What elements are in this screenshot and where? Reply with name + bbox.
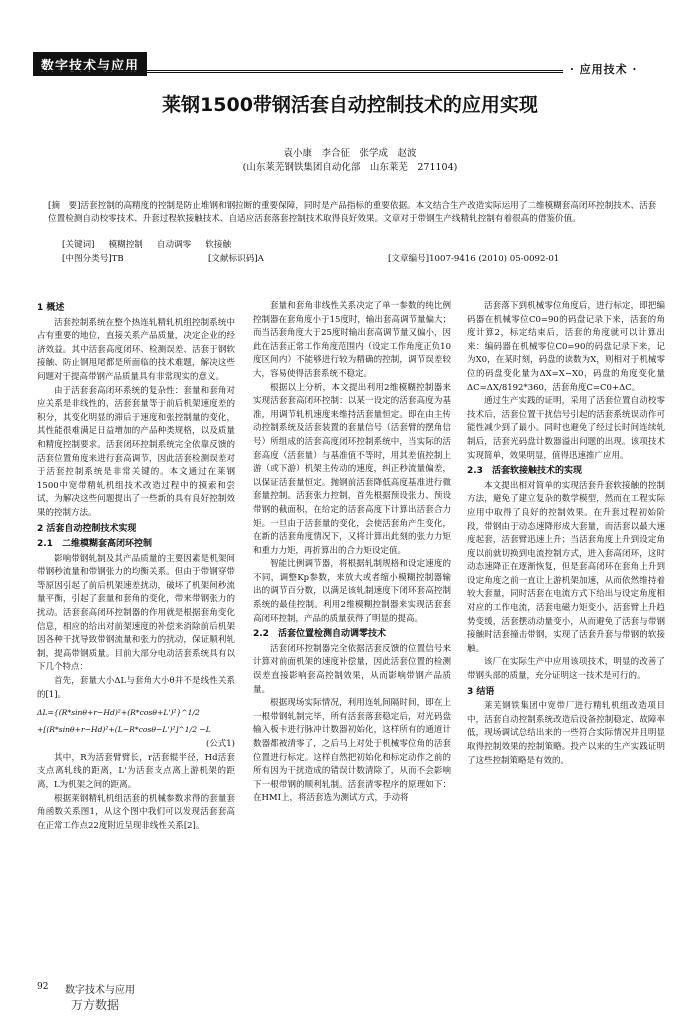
page-number: 92 [37,982,49,992]
authors: 袁小康 李合征 张学成 赵波 [283,148,417,159]
section-right-label: · 应用技术 · [570,63,638,76]
column-3 [467,300,665,768]
formula-number: (公式1) [205,739,235,750]
heading-2-1: 2.1 二维模糊套高闭环控制 [37,539,152,550]
article-title: 莱钢1500带钢活套自动控制技术的应用实现 [162,94,538,116]
keywords-label: [关键词] [62,240,95,250]
formula-line-2: +[(R*sinθ+r−Hd)²+(L−R*cosθ−L')²]^1/2 −L [37,725,211,735]
paragraph: 其中，R为活套臂臂长，r活套辊半径，Hd活套支点离轧线的距离，L'为活套支点离上游机架的距离，L为机架之间的距离。 [37,752,235,790]
paragraph: 影响带钢轧制及其产品质量的主要因素是机架间带钢秒流量和带钢张力的均衡关系。但由于带钢穿带等原因引起了前后机架速差扰动，破坏了机架间秒流量平衡，引起了套量和套角的变化，带来带钢张力的扰动。活套套高闭环控制器的作用就是根据套角变化信息，相应的给出对前架速度的补偿来消除前后机架因各种干扰导致带钢流量和张力的扰动，保证顺利轧制，提高带钢质量。目前大部分电动活套系统具有以下几个特点： [37,553,235,673]
header-rule [33,70,563,73]
doc-code: [文献标识码]A [208,254,264,264]
heading-intro: 1 概述 [37,303,65,313]
formula-line-1: ΔL={(R*sinθ+r−Hd)²+(R*cosθ+L')²}^1/2 [37,708,200,718]
keyword-item: 模糊控制 [108,240,143,250]
paragraph: 活套控制系统在整个热连轧精轧机组控制系统中占有重要的地位，直接关系产品质量，决定企业的经济效益。其中活套高度闭环、检测误差、活套于钢软接触、防止钢甩尾都是所面临的技术难题，解决这些问题对于提高带钢产品质量具有非常现实的意义。 [37,317,235,382]
column-1 [37,300,235,833]
paragraph: 本文提出相对简单的实现活套升套软接触的控制方法，避免了建立复杂的数学模型，然而在工程实际应用中取得了良好的控制效果。在升套过程初始阶段，带钢由于动态速降形成大套量，而活套以最大速度起套，活套臂迅速上升；当活套角度上升到设定角度以前就切换到电流控制方式，进入套高闭环，这时动态速降正在逐渐恢复，但是套高闭环在套角上升到设定角度之前一直让上游机架加速，从而依然维持着较大套量，同时活套在电流方式下给出与设定角度相对应的工作电流，活套电磁力矩变小，活套臂上升趋势变缓，活套摆动动量变小，从而避免了活套与带钢接触时活套撞击带钢，实现了活套升套与带钢的软接触。 [467,480,665,654]
classification-row [62,252,622,264]
keywords [62,238,245,250]
section-tag: 数字技术与应用 [33,52,147,76]
watermark: 万方数据 [71,998,120,1012]
paragraph: 根据现场实际情况，利用连轧间隔时间，即在上一根带钢轧制完毕，所有活套落套稳定后，对光码盘输入板卡进行脉冲计数器初始化，这样所有的通道计数器都被清零了，之后马上对处于机械零位角的活套位置进行标定。这样自然把初始化和标定动作之前的所有因为干扰造成的错误计数清除了，从而不会影响下一根带钢的顺利轧制。活套清零程序的原理如下：在HMI上，将活套选为测试方式，手动将 [253,698,451,804]
abstract: [摘 要]活套控制的高精度的控制是防止堆钢和钢拉断的重要保障，同时是产品指标的重要依据。本文结合生产改造实际运用了二维模糊套高闭环控制技术、活套位置检测自动校零技术、升套过程软接触技术、自适应活套落套控制技术取得良好效果。文章对于带钢生产线精轧控制有着很高的借鉴价值。 [48,201,657,224]
paragraph: 由于活套套高闭环系统的复杂性：套量和套角对应关系是非线性的，活套套量等于前后机架速度差的积分，其变化明显的滞后于速度和张控制量的变化，其性能很难满足日益增加的产品种类规格，以及质量和精度控制要求。活套闭环控制系统完全依靠反馈的活套位置角度来进行套高调节，因此活套检测误差对于活套控制系统是非常关键的。本文通过在莱钢1500中宽带精轧机组技术改造过程中的摸索和尝试，为解决这些问题提出了一些新的具有良好控制效果的控制方法。 [37,385,235,518]
paragraph: 套量和套角非线性关系决定了单一参数的纯比例控制器在套角度小于15度时，输出套高调节量偏大；而当活套角度大于25度时输出套高调节量又偏小，因此在活套正常工作角度范围内（设定工作角度正负10度区间内）不能够进行较为精确的控制，调节误差较大，容易使得活套系统不稳定。 [253,301,451,379]
paragraph: 通过生产实践的证明，采用了活套位置自动校零技术后，活套位置干扰信号引起的活套系统误动作可能性减少到了最小。同时也避免了经过长时间连续轧制后，活套光码盘计数器溢出问题的出现。该项技术实现简单，效果明显，值得迅速推广应用。 [467,396,665,461]
paragraph: 智能比例调节器，将根据轧制规格和设定速度的不同，调整Kp参数，来放大或者缩小模糊控制器输出的调节百分数，以满足该轧制速度下闭环套高控制系统的最佳控制。利用2维模糊控制器来实现活套套高闭环控制，产品的质量获得了明显的提高。 [253,559,451,624]
clc-code: [中图分类号]TB [62,254,124,264]
paragraph: 活套落下到机械零位角度后，进行标定，即把编码器在机械零位C0=90的码盘记录下来，活套的角度计算2，标定结束后，活套的角度就可以计算出来：编码器在机械零位C0=90的码盘记录下来，记为X0，在某时刻，码盘的读数为X，则相对于机械零位的码盘变化量为ΔX=X−X0，码盘的角度变化量ΔC=ΔX/8192*360，活套角度C=C0+ΔC。 [467,301,665,393]
heading-2-3: 2.3 活套软接触技术的实现 [467,466,582,477]
paragraph: 根据以上分析，本文提出利用2维模糊控制器来实现活套套高闭环控制：以某一设定的活套高度为基准，用调节轧机速度来维持活套量恒定。即在由主传动控制系统及活套装置的套量信号（活套臂的摆角信号）所组成的活套高度闭环控制系统中，当实际的活套高度（活套量）与基准值不等时，用其差值控制上游（或下游）机架主传动的速度，纠正秒流量偏差，以保证活套量恒定。抛钢前活套降低高度基准进行微套量控制。活套张力控制，首先根据预设张力、预设带钢的截面积，在给定的活套高度下计算出活套合力矩。一旦由于活套量的变化，会使活套角产生变化，在新的活套角度情况下，又将计算出此刻的张力力矩和重力力矩，再折算出的合力矩设定值。 [253,382,451,556]
heading-2-2: 2.2 活套位置检测自动调零技术 [253,629,386,640]
affiliation: (山东莱芜钢铁集团自动化部 山东莱芜 271104) [242,162,458,173]
paragraph: 莱芜钢铁集团中宽带厂进行精轧机组改造项目中，活套自动控制系统改造后设备控制稳定、故障率低，现场调试总结出来的一些符合实际情况并且明显取得控制效果的控制策略。投产以来的生产实践证明了这些控制策略是有效的。 [467,701,665,766]
journal-name: 数字技术与应用 [65,985,135,996]
keyword-item: 自动调零 [156,240,192,250]
keyword-item: 软接触 [205,240,232,250]
heading-section-2: 2 活套自动控制技术实现 [37,523,137,534]
heading-conclusion: 3 结语 [467,686,495,697]
paragraph: 活套闭环控制器完全依据活套反馈的位置信号来计算对前面机架的速度补偿量，因此活套位置的检测误差直接影响套高控制效果，从而影响带钢产品质量。 [253,643,451,695]
paragraph: 首先，套量大小ΔL与套角大小θ并不是线性关系的[1]。 [37,676,235,700]
paragraph: 该厂在实际生产中应用该项技术，明显的改善了带钢头部的质量，充分证明这一技术是可行的。 [467,657,665,682]
article-number: [文章编号]1007-9416 (2010) 05-0092-01 [388,254,560,264]
paragraph: 根据莱钢精轧机组活套的机械参数求得的套量套角函数关系图1，从这个图中我们可以发现活套套高在正常工作点22度附近呈现非线性关系[2]。 [37,793,235,831]
column-2 [253,300,451,806]
